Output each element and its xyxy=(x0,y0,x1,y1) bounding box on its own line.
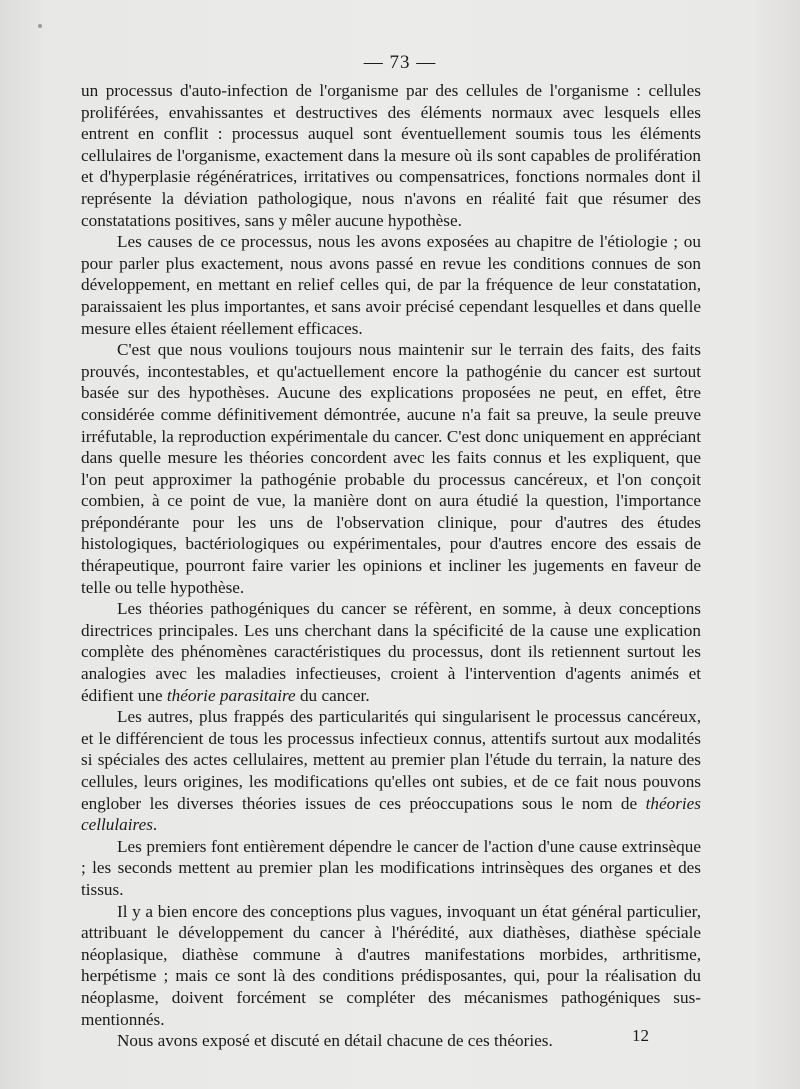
paragraph xyxy=(81,836,701,901)
paragraph-text: Nous avons exposé et discuté en détail chacune de ces théories. xyxy=(117,1031,553,1051)
paragraph-text: Les premiers font entièrement dépendre le cancer de l'action d'une cause extrinsèque ; les seconds mettent au premier plan les modifications intrinsèques des organes et des tissus. xyxy=(81,836,701,899)
paragraph-text: du cancer. xyxy=(295,685,370,705)
paragraph-text: Les théories pathogéniques du cancer se réfèrent, en somme, à deux conceptions directrices principales. Les uns cherchant dans la spécificité de la cause une explication complète des phénomènes caractéristiques du processus, dont ils retiennent surtout les analogies avec les maladies infectieuses, croient à l'intervention d'agents animés et édifient une xyxy=(81,599,701,705)
italic-term: théorie parasitaire xyxy=(166,685,296,705)
paragraph-text: Les causes de ce processus, nous les avons exposées au chapitre de l'étiologie ; ou pour parler plus exactement, nous avons passé en revue les conditions connues de son développement, en mettant en relief celles qui, de par la fréquence de leur constatation, paraissaient les plus importantes, et sans avoir précisé cependant lesquelles et dans quelle mesure elles étaient réellement efficaces. xyxy=(81,232,701,338)
paragraph xyxy=(81,339,701,598)
paper-speck xyxy=(38,24,42,28)
paragraph xyxy=(81,1030,701,1052)
paragraph-text: . xyxy=(152,815,158,835)
paragraph xyxy=(81,80,701,231)
paragraph-text: Il y a bien encore des conceptions plus vagues, invoquant un état général particulier, attribuant le développement du cancer à l'hérédité, aux diathèses, diathèse spéciale néoplasique, diathèse commune à d'autres manifestations morbides, arthritisme, herpétisme ; mais ce sont là des conditions prédisposantes, qui, pour la réalisation du néoplasme, doivent forcément se compléter des mécanismes pathogéniques sus-mentionnés. xyxy=(81,901,701,1029)
paragraph xyxy=(81,901,701,1031)
paragraph-text: C'est que nous voulions toujours nous maintenir sur le terrain des faits, des faits prouvés, incontestables, et qu'actuellement encore la pathogénie du cancer est surtout basée sur des hypothèses. Aucune des explications proposées ne peut, en effet, être considérée comme définitivement démontrée, aucune n'a fait sa preuve, la seule preuve irréfutable, la reproduction expérimentale du cancer. C'est donc uniquement en appréciant dans quelle mesure les théories concordent avec les faits connus et les expliquent, que l'on peut approximer la pathogénie probable du processus cancéreux, et l'on conçoit combien, à ce point de vue, la manière dont on aura étudié la question, l'importance prépondérante pour les uns de l'observation clinique, pour d'autres des études histologiques, bactériologiques ou expérimentales, pour d'autres encore des essais de thérapeutique, pourront faire varier les opinions et incliner les jugements en faveur de telle ou telle hypothèse. xyxy=(81,340,701,597)
paragraph-text: Les autres, plus frappés des particularités qui singularisent le processus cancéreux, et le différencient de tous les processus infectieux connus, attentifs surtout aux modalités si spéciales des actes cellulaires, mettent au premier plan l'étude du terrain, la nature des cellules, leurs origines, les modifications qu'elles ont subies, et de ce fait nous pouvons englober les diverses théories issues de ces préoccupations sous le nom de xyxy=(81,707,701,813)
signature-mark: 12 xyxy=(632,1026,649,1045)
paragraph xyxy=(81,231,701,339)
italic-term: théories cellulaires xyxy=(81,793,701,835)
body-text xyxy=(81,80,701,1052)
paragraph xyxy=(81,706,701,836)
paragraph xyxy=(81,598,701,706)
page-number: — 73 — xyxy=(363,52,437,73)
paragraph-text: un processus d'auto-infection de l'organisme par des cellules de l'organisme : cellules proliférées, envahissantes et destructives des éléments normaux avec lesquels elles entrent en conflit : processus auquel sont éventuellement soumis tous les éléments cellulaires de l'organisme, exactement dans la mesure où ils sont capables de prolifération et d'hyperplasie régénératrices, irritatives ou compensatrices, fonctions normales dont il représente la déviation pathologique, nous n'avons en réalité fait que résumer des constatations positives, sans y mêler aucune hypothèse. xyxy=(81,81,701,230)
